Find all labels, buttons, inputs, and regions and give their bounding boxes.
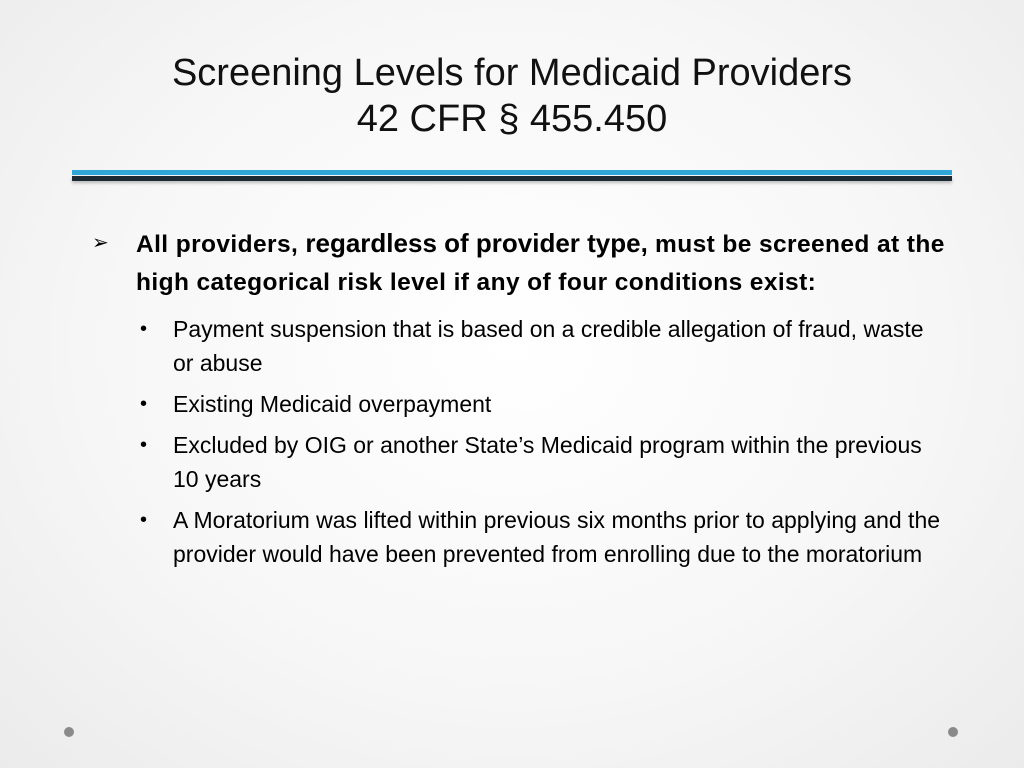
list-item <box>136 503 950 571</box>
list-item-text: Excluded by OIG or another State’s Medicaid program within the previous 10 years <box>173 432 922 492</box>
list-item <box>136 312 950 380</box>
bullet-dot-icon: • <box>140 434 148 456</box>
lead-text-emphasis: regardless of provider type, <box>305 228 648 258</box>
corner-dot-right-icon <box>948 727 958 737</box>
bullet-dot-icon: • <box>140 318 148 340</box>
title-divider-blue <box>72 170 952 175</box>
corner-dot-left-icon <box>64 727 74 737</box>
bullet-dot-icon: • <box>140 393 148 415</box>
arrow-bullet-icon: ➢ <box>92 232 110 254</box>
bullet-dot-icon: • <box>140 509 148 531</box>
title-line-2: 42 CFR § 455.450 <box>356 98 668 140</box>
list-item <box>136 387 950 421</box>
slide-title <box>60 50 964 142</box>
conditions-list <box>90 312 950 571</box>
lead-paragraph <box>90 224 950 302</box>
title-line-1: Screening Levels for Medicaid Providers <box>171 52 853 94</box>
list-item-text: Payment suspension that is based on a credible allegation of fraud, waste or abuse <box>173 316 924 376</box>
slide-body <box>90 224 950 578</box>
title-divider-dark <box>72 176 952 181</box>
lead-text-part-1: All providers, <box>136 231 306 258</box>
list-item <box>136 428 950 496</box>
list-item-text: Existing Medicaid overpayment <box>173 391 492 417</box>
lead-text-part-3: must be screened at the high categorical risk level if any of four conditions exist: <box>136 231 945 296</box>
list-item-text: A Moratorium was lifted within previous six months prior to applying and the provider would have been prevented from enrolling due to the moratorium <box>173 507 941 567</box>
